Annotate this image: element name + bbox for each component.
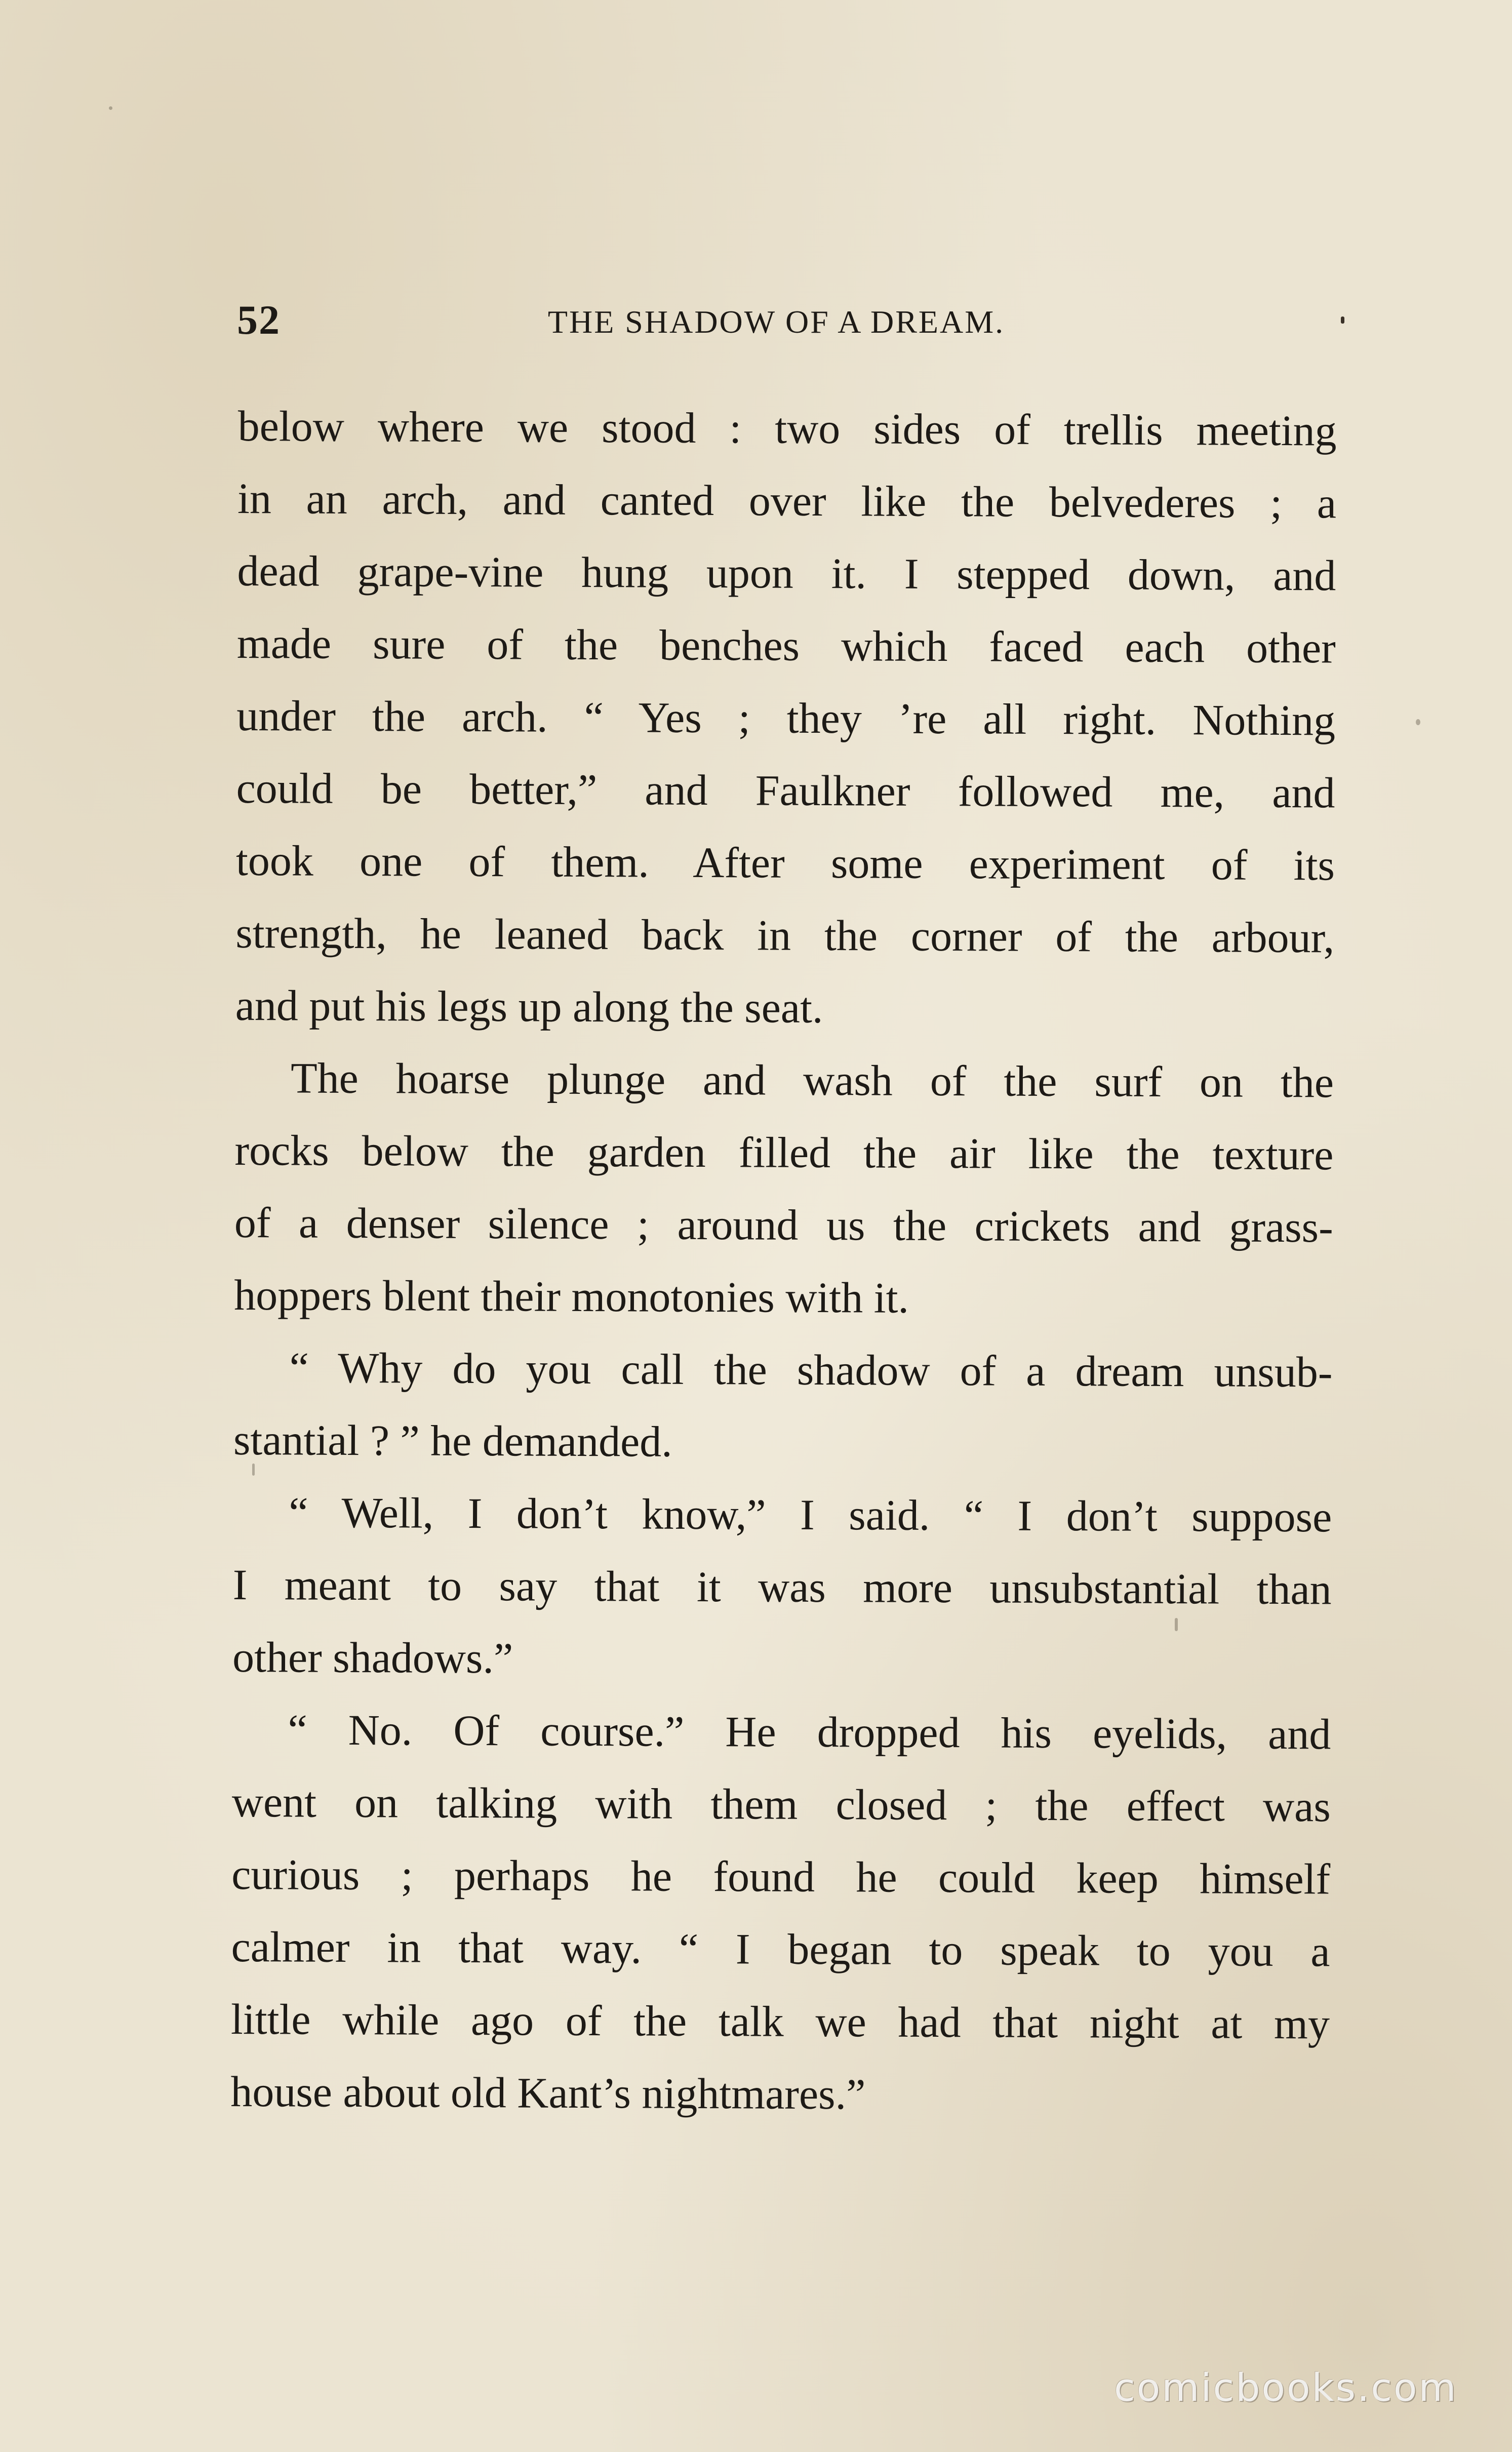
text-line: went on talking with them closed ; the effect was	[231, 1777, 1331, 1831]
text-line: “ Well, I don’t know,” I said. “ I don’t suppose	[289, 1488, 1332, 1541]
text-line: dead grape-vine hung upon it. I stepped down, and	[237, 546, 1336, 600]
text-line: below where we stood : two sides of trellis meeting	[237, 401, 1337, 455]
watermark: comicbooks.com	[1114, 2365, 1458, 2410]
running-head: THE SHADOW OF A DREAM.	[547, 304, 1005, 340]
ink-mark	[1341, 317, 1344, 324]
text-line: of a denser silence ; around us the crickets and grass-	[234, 1198, 1334, 1252]
text-line: calmer in that way. “ I began to speak to you a	[231, 1922, 1330, 1976]
text-line: could be better,” and Faulkner followed me, and	[236, 763, 1335, 817]
text-line: The hoarse plunge and wash of the surf on the	[290, 1053, 1334, 1107]
paper-speck	[1416, 719, 1420, 725]
page-number: 52	[237, 297, 281, 343]
text-line: “ Why do you call the shadow of a dream unsub-	[289, 1343, 1333, 1397]
text-line: and put his legs up along the seat.	[235, 980, 823, 1033]
text-line: rocks below the garden filled the air like the texture	[234, 1125, 1334, 1179]
text-line: made sure of the benches which faced each other	[236, 618, 1336, 673]
text-line: took one of them. After some experiment of its	[235, 836, 1335, 890]
text-line: house about old Kant’s nightmares.”	[230, 2067, 866, 2119]
paper-speck	[1175, 1618, 1178, 1631]
text-line: under the arch. “ Yes ; they ’re all right. Nothing	[236, 691, 1336, 745]
body-text	[230, 390, 1337, 2132]
text-line: other shadows.”	[232, 1632, 513, 1683]
paper-speck	[252, 1464, 255, 1476]
text-line: I meant to say that it was more unsubstantial than	[232, 1560, 1332, 1614]
text-line: little while ago of the talk we had that night at my	[230, 1994, 1330, 2048]
text-line: in an arch, and canted over like the belvederes ; a	[237, 473, 1337, 528]
text-line: curious ; perhaps he found he could keep himself	[231, 1849, 1331, 1904]
text-line: stantial ? ” he demanded.	[233, 1415, 672, 1466]
page-header	[237, 296, 1346, 357]
text-line: strength, he leaned back in the corner of the arbour,	[235, 908, 1335, 962]
paper-speck	[109, 106, 112, 110]
text-line: “ No. Of course.” He dropped his eyelids, and	[288, 1705, 1331, 1759]
text-line: hoppers blent their monotonies with it.	[233, 1270, 909, 1322]
